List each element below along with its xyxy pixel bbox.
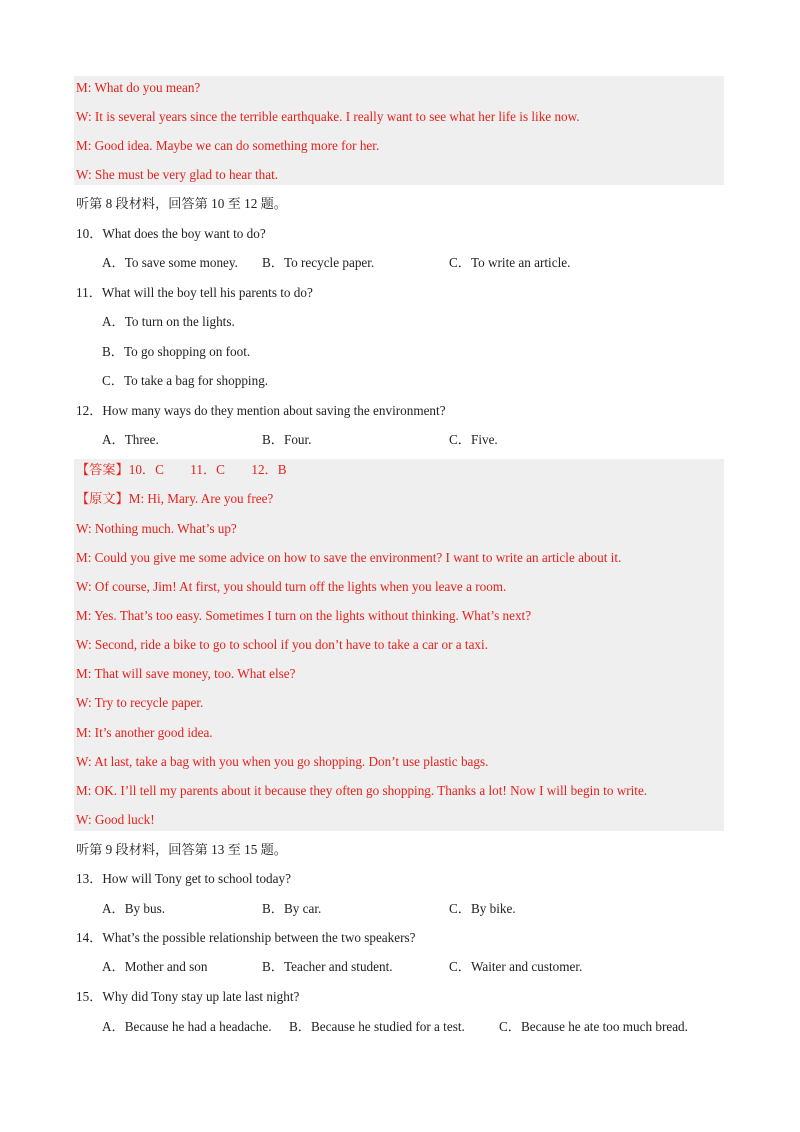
transcript-line: W: Nothing much. What’s up? [76, 521, 237, 536]
transcript-line: M: Good idea. Maybe we can do something more for her. [76, 138, 380, 153]
option-14-b: B．Teacher and student. [262, 959, 393, 974]
transcript-line: W: Try to recycle paper. [76, 695, 204, 710]
option-10-c: C．To write an article. [449, 255, 571, 270]
transcript-line: M: OK. I’ll tell my parents about it because they often go shopping. Thanks a lot! Now I will begin to write. [76, 783, 648, 798]
section-8-intro: 听第 8 段材料，回答第 10 至 12 题。 [76, 196, 287, 211]
transcript-label: 【原文】 [76, 491, 129, 506]
transcript-line: M: What do you mean? [76, 80, 201, 95]
transcript-line: M: That will save money, too. What else? [76, 666, 296, 681]
transcript-line: W: Good luck! [76, 812, 155, 827]
option-10-a: A．To save some money. [102, 255, 238, 270]
option-11-a: A．To turn on the lights. [102, 314, 235, 329]
option-13-b: B．By car. [262, 901, 322, 916]
transcript-line: W: At last, take a bag with you when you go shopping. Don’t use plastic bags. [76, 754, 489, 769]
option-15-b: B．Because he studied for a test. [289, 1019, 465, 1034]
option-14-c: C．Waiter and customer. [449, 959, 583, 974]
transcript-line: M: It’s another good idea. [76, 725, 213, 740]
option-10-b: B．To recycle paper. [262, 255, 375, 270]
option-15-c: C．Because he ate too much bread. [499, 1019, 688, 1034]
option-13-a: A．By bus. [102, 901, 166, 916]
option-12-a: A．Three. [102, 432, 159, 447]
option-12-b: B．Four. [262, 432, 312, 447]
question-14: 14．What’s the possible relationship between the two speakers? [76, 930, 416, 945]
question-12: 12．How many ways do they mention about saving the environment? [76, 403, 446, 418]
question-11: 11．What will the boy tell his parents to do? [76, 285, 313, 300]
question-13: 13．How will Tony get to school today? [76, 871, 291, 886]
transcript-line: M: Could you give me some advice on how to save the environment? I want to write an article about it. [76, 550, 622, 565]
option-12-c: C．Five. [449, 432, 498, 447]
transcript-line: M: Yes. That’s too easy. Sometimes I turn on the lights without thinking. What’s next? [76, 608, 532, 623]
transcript-line: W: Second, ride a bike to go to school if you don’t have to take a car or a taxi. [76, 637, 488, 652]
section-9-intro: 听第 9 段材料，回答第 13 至 15 题。 [76, 842, 287, 857]
question-10: 10．What does the boy want to do? [76, 226, 266, 241]
question-15: 15．Why did Tony stay up late last night? [76, 989, 300, 1004]
option-13-c: C．By bike. [449, 901, 516, 916]
answer-key: 【答案】10．C 11．C 12．B [76, 462, 287, 477]
option-15-a: A．Because he had a headache. [102, 1019, 272, 1034]
option-11-c: C．To take a bag for shopping. [102, 373, 269, 388]
transcript-line: W: It is several years since the terrible earthquake. I really want to see what her life is like now. [76, 109, 580, 124]
transcript-line: M: Hi, Mary. Are you free? [128, 491, 274, 506]
transcript-line: W: Of course, Jim! At first, you should turn off the lights when you leave a room. [76, 579, 507, 594]
option-14-a: A．Mother and son [102, 959, 208, 974]
transcript-first-line [76, 490, 273, 508]
option-11-b: B．To go shopping on foot. [102, 344, 251, 359]
transcript-line: W: She must be very glad to hear that. [76, 167, 279, 182]
